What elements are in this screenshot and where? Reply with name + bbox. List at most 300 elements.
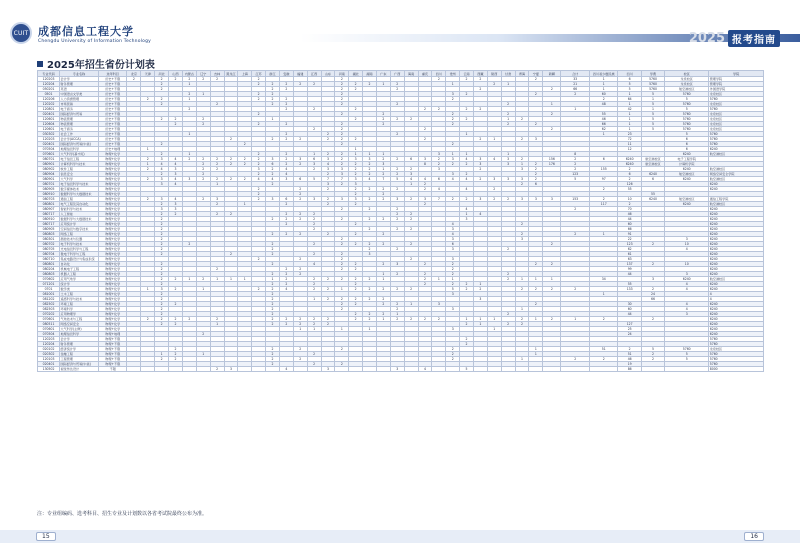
column-header: 青海 [515,71,529,77]
table-cell: 网络空间安全 [60,322,99,327]
table-cell: 1 [196,92,210,97]
table-cell: 2 [349,162,363,167]
table-cell: 2 [376,192,390,197]
table-cell: 物理+化学 [98,282,127,287]
table-cell: 1 [210,182,224,187]
table-cell: 2 [446,352,460,357]
table-cell [141,367,155,372]
table-cell: 2 [266,87,280,92]
table-cell: 历史+不限 [98,97,127,102]
table-cell: 社会工作 [60,132,99,137]
table-cell: 2 [446,357,460,362]
table-cell: 3 [487,177,501,182]
table-cell: 1 [501,117,515,122]
table-cell: 2 [155,307,169,312]
table-cell: 6240 [709,242,764,247]
table-cell [169,367,183,372]
table-cell: 3 [349,197,363,202]
table-cell: 财务管理 [60,342,99,347]
table-cell: 测控技术与仪器 [60,237,99,242]
table-cell: 2 [335,262,349,267]
table-cell: 历史+不限 [98,107,127,112]
table-cell: 龙泉校区 [709,122,764,127]
table-cell: 70 [618,207,641,212]
table-cell: 通信工程 [60,197,99,202]
table-cell: 48 [589,102,618,107]
table-cell: 2 [501,122,515,127]
table-cell: 080901 [38,162,60,167]
column-header: 北京 [127,71,141,77]
table-cell: 2 [390,212,404,217]
table-cell: 4 [665,247,709,252]
table-cell: 86 [618,367,641,372]
table-cell: 020401 [38,112,60,117]
table-cell: 物理+不限 [98,337,127,342]
table-cell: 3 [390,367,404,372]
table-cell: 龙泉校区 [709,117,764,122]
column-header: 专业名称 [60,71,99,77]
column-header: 陕西 [487,71,501,77]
table-cell: 航空港校区 [709,202,764,207]
table-cell: 4 [460,187,474,192]
table-cell: 2 [155,282,169,287]
table-cell: 3 [390,197,404,202]
table-cell: 2 [141,97,155,102]
table-cell: 环境工程 [60,302,99,307]
table-cell: 2 [252,97,266,102]
table-cell: 2 [589,317,618,322]
table-cell: 2 [266,82,280,87]
table-cell: 2 [390,307,404,312]
table-cell: 2 [210,102,224,107]
table-cell [307,367,321,372]
table-cell: 物理+化学 [98,157,127,162]
table-cell: 1 [376,277,390,282]
table-cell: 080904 [38,172,60,177]
table-cell: 2 [404,117,418,122]
table-cell: 1 [589,82,618,87]
table-cell: 080905 [38,227,60,232]
table-cell: 2 [473,177,487,182]
table-cell [266,367,280,372]
table-cell: 6240 [709,307,764,312]
table-cell: 6240 [709,322,764,327]
column-header: 湖南 [363,71,377,77]
table-cell: 6240 [709,247,764,252]
table-cell: 2 [376,287,390,292]
table-cell: 2 [210,157,224,162]
table-cell: 2 [349,202,363,207]
table-cell: 物理+不限 [98,362,127,367]
brand-mark [689,30,780,47]
table-cell: 2 [321,232,335,237]
table-cell: 2 [307,82,321,87]
table-cell [376,367,390,372]
table-cell: 2 [252,287,266,292]
table-cell: 2 [376,232,390,237]
table-cell: 航空港校区 [709,277,764,282]
table-cell: 1 [182,132,196,137]
table-cell: 080204 [38,267,60,272]
table-cell: 97 [589,177,618,182]
table-cell: 6240 [665,177,709,182]
table-cell: 2 [155,202,169,207]
table-cell: 大气科学 [60,177,99,182]
table-cell: 5760 [665,127,709,132]
column-header: 河北 [155,71,169,77]
table-cell: 物理+化学 [98,287,127,292]
table-cell: 物理+化学 [98,292,127,297]
table-cell [432,367,446,372]
table-cell: 2 [307,282,321,287]
table-cell: 1 [589,232,618,237]
table-cell: 2 [349,312,363,317]
table-cell [515,367,529,372]
table-cell: 2 [155,77,169,82]
table-cell: 3 [266,157,280,162]
table-cell [404,367,418,372]
table-cell: 2 [266,217,280,222]
table-cell: 2 [335,137,349,142]
table-cell: 2 [196,117,210,122]
table-cell: 25 [618,327,641,332]
table-cell: 120204 [38,342,60,347]
table-cell: 2 [279,212,293,217]
table-cell: 2 [529,162,543,167]
table-cell: 030302 [38,132,60,137]
table-cell: 2 [390,132,404,137]
table-cell: 1 [210,322,224,327]
column-header: 吉林 [210,71,224,77]
table-cell: 081001 [38,292,60,297]
table-cell: 应用物理学 [60,312,99,317]
table-cell: 1 [618,112,641,117]
table-cell: 地理信息科学 [60,147,99,152]
table-cell: 2 [266,322,280,327]
table-cell: 2 [390,272,404,277]
table-cell: 2 [252,257,266,262]
table-cell: 2 [335,162,349,167]
table-cell: 46 [618,357,641,362]
table-cell: 6 [404,157,418,162]
table-cell: 2 [266,97,280,102]
table-cell: 2 [501,102,515,107]
table-cell: 2 [473,107,487,112]
table-cell: 2 [307,167,321,172]
table-cell: 7 [335,177,349,182]
table-cell: 6 [446,242,460,247]
table-cell: 2 [210,77,224,82]
table-cell: 2 [618,177,641,182]
table-cell: 2 [210,167,224,172]
column-header: 山东 [321,71,335,77]
table-cell: 2 [376,172,390,177]
table-cell: 2 [460,322,474,327]
table-cell: 2 [363,162,377,167]
table-cell: 管理学院 [709,77,764,82]
table-cell: 080301 [38,237,60,242]
table-cell: 航空港校区 [641,162,664,167]
table-cell: 070601 [38,317,60,322]
table-cell: 2 [169,347,183,352]
table-cell: 080801 [38,262,60,267]
table-cell: 91 [618,232,641,237]
table-cell: 机械电子工程 [60,267,99,272]
column-header: 江西 [307,71,321,77]
table-cell: 2 [210,367,224,372]
table-cell: 1 [641,97,664,102]
table-cell: 2 [460,287,474,292]
table-cell: 2 [210,162,224,167]
table-cell: 2 [432,157,446,162]
table-cell: 7 [321,177,335,182]
table-cell: 2 [182,77,196,82]
table-cell: 3 [155,157,169,162]
table-cell: 1 [589,292,618,297]
table-cell: 2 [390,227,404,232]
table-cell: 126 [618,182,641,187]
table-cell: 3 [349,157,363,162]
column-header: 学费 [641,71,664,77]
table-cell: 24 [618,332,641,337]
table-cell: 080910 [38,217,60,222]
table-cell: 统计学 [60,282,99,287]
table-cell: 2 [349,192,363,197]
table-cell: 2 [418,272,432,277]
table-cell: 2 [155,82,169,87]
table-body [38,77,764,372]
table-cell: 6240 [709,232,764,237]
table-cell: 6240 [709,212,764,217]
table-cell: 2 [349,172,363,177]
table-note: 注：专业组编码、选考科目、招生专业及计划数以各省考试院最终公布为准。 [37,511,208,517]
table-cell: 2 [293,257,307,262]
table-cell: 1 [182,97,196,102]
table-cell: 2 [335,307,349,312]
table-cell: 2 [252,82,266,87]
column-header: 安徽 [279,71,293,77]
table-cell: 2 [641,262,664,267]
table-cell: 2 [460,282,474,287]
brand-year: 2025 [688,31,725,46]
table-cell: 120601 [38,127,60,132]
table-cell: 3 [376,162,390,167]
table-cell: 2 [266,262,280,267]
table-cell: 2 [335,257,349,262]
table-cell: 2 [141,177,155,182]
table-cell: 物理+不限 [98,352,127,357]
table-cell: 中国语言文学类 [60,92,99,97]
plan-table-container [37,70,764,508]
table-cell: 020401 [38,362,60,367]
table-cell: 2 [390,117,404,122]
table-cell: 3 [224,367,238,372]
column-header: 甘肃 [501,71,515,77]
table-cell: 10 [618,197,641,202]
school-name-en: Chengdu University of Information Technology [38,38,151,44]
table-cell: 历史+不限 [98,137,127,142]
table-cell: 153 [561,197,590,202]
table-cell: 1 [376,272,390,277]
table-cell: 2 [182,107,196,112]
table-cell: 082502 [38,302,60,307]
table-cell: 2 [279,282,293,287]
table-cell: 2 [155,152,169,157]
table-cell: 环境科学 [60,307,99,312]
table-cell: 2 [169,212,183,217]
table-cell: 12 [618,147,641,152]
table-cell: 3 [321,367,335,372]
logo-text [38,23,151,44]
table-cell: 8000 [709,367,764,372]
table-cell: 2 [307,252,321,257]
table-cell: 2 [515,157,529,162]
table-cell: 数学类 [60,287,99,292]
table-cell: 2 [589,197,618,202]
school-name: 成都信息工程大学 [38,24,134,38]
table-cell: 光电信息科学与工程 [60,247,99,252]
table-cell: 2 [224,162,238,167]
table-cell: 66 [561,87,590,92]
table-cell: 2 [404,217,418,222]
table-cell: 120203 [38,337,60,342]
table-cell: 2 [376,197,390,202]
table-cell: 7 [376,177,390,182]
table-cell: 2 [224,157,238,162]
table-cell: 4 [460,157,474,162]
table-cell: 3 [335,172,349,177]
table-cell: 6240 [641,197,664,202]
table-cell: 2 [390,217,404,222]
table-cell: 2 [390,302,404,307]
table-cell: 管理学院 [709,82,764,87]
table-cell: 2 [460,77,474,82]
table-cell: 2 [418,137,432,142]
table-cell: 2 [363,167,377,172]
table-cell: 4 [473,212,487,217]
table-cell: 4 [665,282,709,287]
table-cell: 2 [335,277,349,282]
table-cell: 2 [196,277,210,282]
table-cell: 2 [210,267,224,272]
table-cell: 2 [404,212,418,217]
table-cell: 1 [473,322,487,327]
table-cell: 4 [363,177,377,182]
table-cell: 2 [432,107,446,112]
table-cell: 123 [618,242,641,247]
table-cell: 2 [169,322,183,327]
table-cell: 2 [252,112,266,117]
table-cell: 2 [252,197,266,202]
table-cell: 3 [460,217,474,222]
table-cell: 6240 [641,172,664,177]
table-cell: 155 [589,167,618,172]
table-cell: 2 [473,87,487,92]
table-cell: 2 [169,287,183,292]
table-cell: 2 [446,262,460,267]
column-header: 四川 [618,71,641,77]
table-cell: 电子信息科学与技术 [60,182,99,187]
table-cell: 2 [196,162,210,167]
table-cell: 2 [335,82,349,87]
table-cell: 2 [335,87,349,92]
table-cell: 120203 [38,77,60,82]
table-cell: 5 [561,177,590,182]
table-cell: 物理+化学 [98,152,127,157]
table-cell: 5760 [641,87,664,92]
table-cell: 物理+化学 [98,252,127,257]
table-cell: 1 [376,152,390,157]
table-cell: 2 [279,157,293,162]
table-cell: 1 [293,327,307,332]
table-cell: 2 [349,317,363,322]
table-cell: 6240 [709,332,764,337]
table-cell: 44 [618,217,641,222]
table-cell: 物理+化学 [98,207,127,212]
table-cell: 3 [363,157,377,162]
table-cell: 3 [446,292,460,297]
table-cell: 物理+化学 [98,182,127,187]
table-cell: 1 [446,277,460,282]
table-cell: 1 [487,137,501,142]
table-cell: 2 [307,287,321,292]
table-cell: 4 [169,182,183,187]
table-cell: 财务管理 [60,82,99,87]
table-cell: 4 [665,302,709,307]
table-cell: 2 [404,317,418,322]
table-cell: 2 [543,242,561,247]
table-cell: 历史+不限 [98,77,127,82]
table-cell: 2 [279,322,293,327]
table-cell: 3 [432,302,446,307]
table-cell: 历史+不限 [98,117,127,122]
table-cell: 2 [561,157,590,162]
table-cell: 6240 [709,282,764,287]
table-cell: 物理+化学 [98,192,127,197]
table-cell: 3 [446,327,460,332]
table-cell: 2 [335,142,349,147]
table-cell: 计算机学院 [665,162,709,167]
table-cell: 10 [665,262,709,267]
table-cell: 2 [335,157,349,162]
table-cell: 1 [501,152,515,157]
table-cell: 2 [279,232,293,237]
table-cell: 081202 [38,297,60,302]
table-cell: 2 [515,322,529,327]
table-cell: 120202 [38,102,60,107]
table-cell: 2 [501,312,515,317]
column-header: 黑龙江 [224,71,238,77]
table-cell: 物理+化学 [98,262,127,267]
table-cell: 5 [460,367,474,372]
table-cell: 60 [618,222,641,227]
table-cell: 2 [252,172,266,177]
table-cell: 5760 [665,112,709,117]
table-cell: 2 [363,247,377,252]
table-cell: 1 [543,102,561,107]
table-cell: 数据科学与大数据技术 [60,217,99,222]
table-cell: 2 [182,157,196,162]
column-header: 贵州 [446,71,460,77]
table-cell: 2 [252,152,266,157]
table-cell: 2 [266,297,280,302]
table-cell: 2 [307,107,321,112]
table-cell: 电子信息工程 [60,157,99,162]
table-cell: 2 [618,347,641,352]
table-cell: 080710 [38,257,60,262]
table-cell: 5760 [641,77,664,82]
table-cell: 6 [618,77,641,82]
